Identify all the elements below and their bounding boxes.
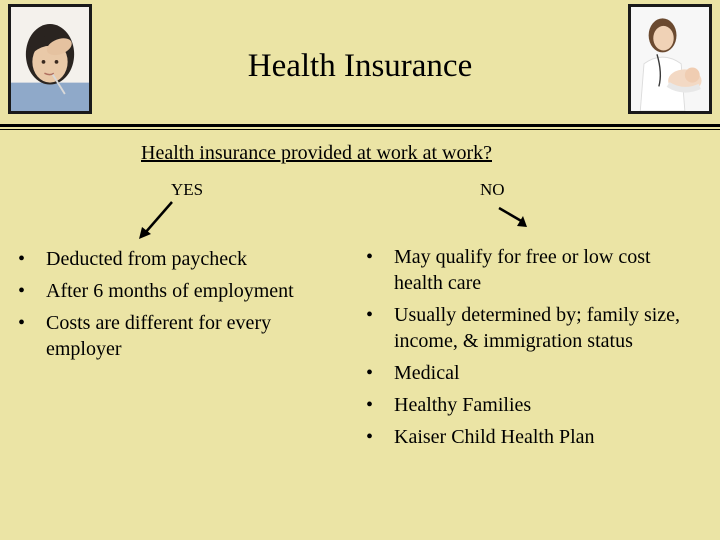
bullet-icon: • — [366, 362, 374, 384]
list-item-text: Kaiser Child Health Plan — [394, 426, 595, 448]
bullet-icon: • — [18, 280, 26, 302]
bullet-icon: • — [18, 248, 26, 270]
list-item-text: Costs are different for every employer — [46, 312, 272, 360]
slide-title: Health Insurance — [247, 48, 473, 84]
arrow-down-right-icon — [495, 200, 535, 240]
list-item-text: Medical — [394, 362, 460, 384]
list-item — [366, 244, 686, 296]
bullet-icon: • — [366, 426, 374, 448]
list-item-text: Usually determined by; family size, income, & immigration status — [394, 304, 681, 352]
list-item — [366, 424, 686, 450]
list-item-text: May qualify for free or low cost health care — [394, 246, 651, 294]
yes-bullet-list — [18, 246, 338, 368]
list-item — [18, 310, 338, 362]
no-label: NO — [480, 180, 505, 199]
list-item-text: After 6 months of employment — [46, 280, 294, 302]
bullet-icon: • — [366, 304, 374, 326]
bullet-icon: • — [366, 246, 374, 268]
list-item-text: Deducted from paycheck — [46, 248, 248, 270]
title-divider-thin — [0, 129, 720, 130]
bullet-icon: • — [366, 394, 374, 416]
list-item — [18, 278, 338, 304]
question-heading: Health insurance provided at work at work? — [141, 142, 492, 164]
list-item-text: Healthy Families — [394, 394, 532, 416]
list-item — [366, 392, 686, 418]
arrow-down-left-icon — [136, 200, 176, 240]
yes-label: YES — [171, 180, 204, 199]
bullet-icon: • — [18, 312, 26, 334]
list-item — [366, 302, 686, 354]
no-bullet-list — [366, 244, 686, 456]
list-item — [366, 360, 686, 386]
list-item — [18, 246, 338, 272]
title-divider-thick — [0, 124, 720, 127]
